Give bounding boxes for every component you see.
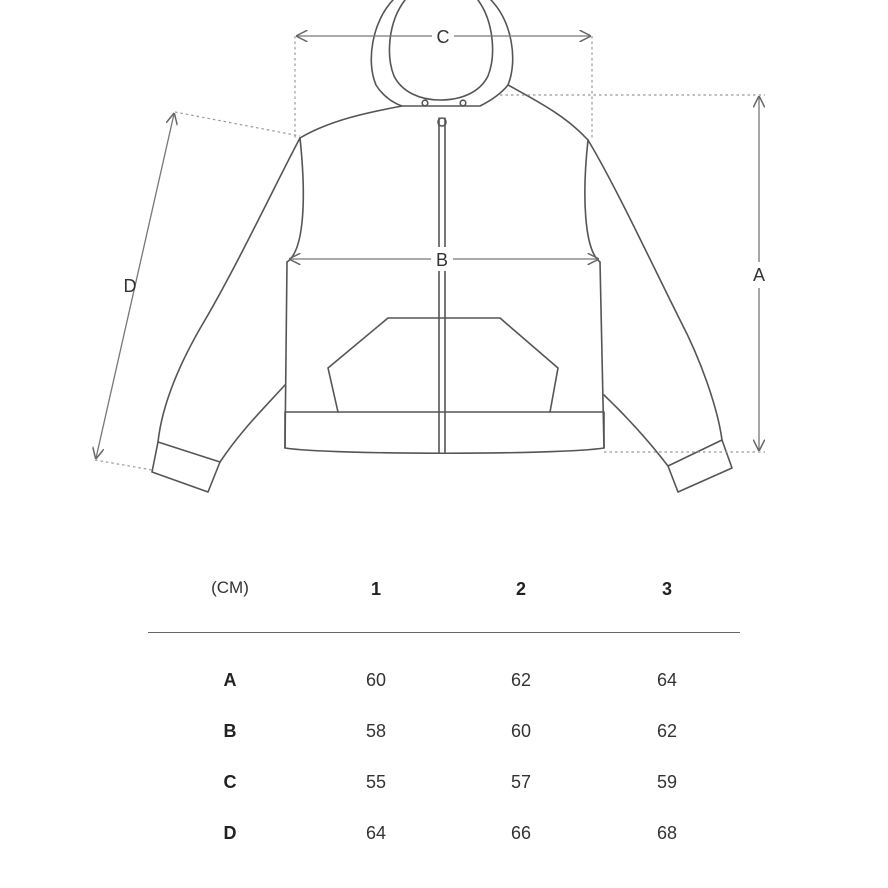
unit-header: (CM)	[211, 578, 249, 597]
table-divider	[148, 632, 740, 633]
row-label-d: D	[223, 823, 237, 843]
hood-outer	[371, 0, 512, 106]
size-table	[0, 560, 888, 860]
left-shoulder	[300, 106, 402, 138]
eyelet-right	[460, 100, 466, 106]
cell-c-1: 55	[365, 772, 387, 792]
cell-a-2: 62	[510, 670, 532, 690]
zipper	[439, 118, 445, 452]
size-header-1: 1	[370, 579, 381, 599]
label-b: B	[435, 250, 449, 270]
hoodie-outline	[152, 0, 732, 492]
cell-d-2: 66	[510, 823, 532, 843]
guide-lines	[95, 36, 765, 470]
left-cuff	[152, 442, 220, 492]
cell-d-1: 64	[365, 823, 387, 843]
cell-d-3: 68	[656, 823, 678, 843]
row-label-b: B	[223, 721, 237, 741]
label-d: D	[123, 276, 137, 296]
right-shoulder	[508, 85, 588, 140]
cell-b-2: 60	[510, 721, 532, 741]
size-header-2: 2	[515, 579, 526, 599]
right-sleeve	[588, 140, 722, 466]
label-c: C	[436, 27, 450, 47]
cell-b-1: 58	[365, 721, 387, 741]
cell-a-3: 64	[656, 670, 678, 690]
hood-inner	[389, 0, 492, 100]
cell-b-3: 62	[656, 721, 678, 741]
left-sleeve	[158, 138, 300, 462]
label-a: A	[752, 265, 766, 285]
cell-c-2: 57	[510, 772, 532, 792]
size-header-3: 3	[661, 579, 672, 599]
row-label-a: A	[223, 670, 237, 690]
right-cuff	[668, 440, 732, 492]
eyelet-left	[422, 100, 428, 106]
cell-c-3: 59	[656, 772, 678, 792]
row-label-c: C	[223, 772, 237, 792]
cell-a-1: 60	[365, 670, 387, 690]
kangaroo-pocket	[328, 318, 558, 412]
